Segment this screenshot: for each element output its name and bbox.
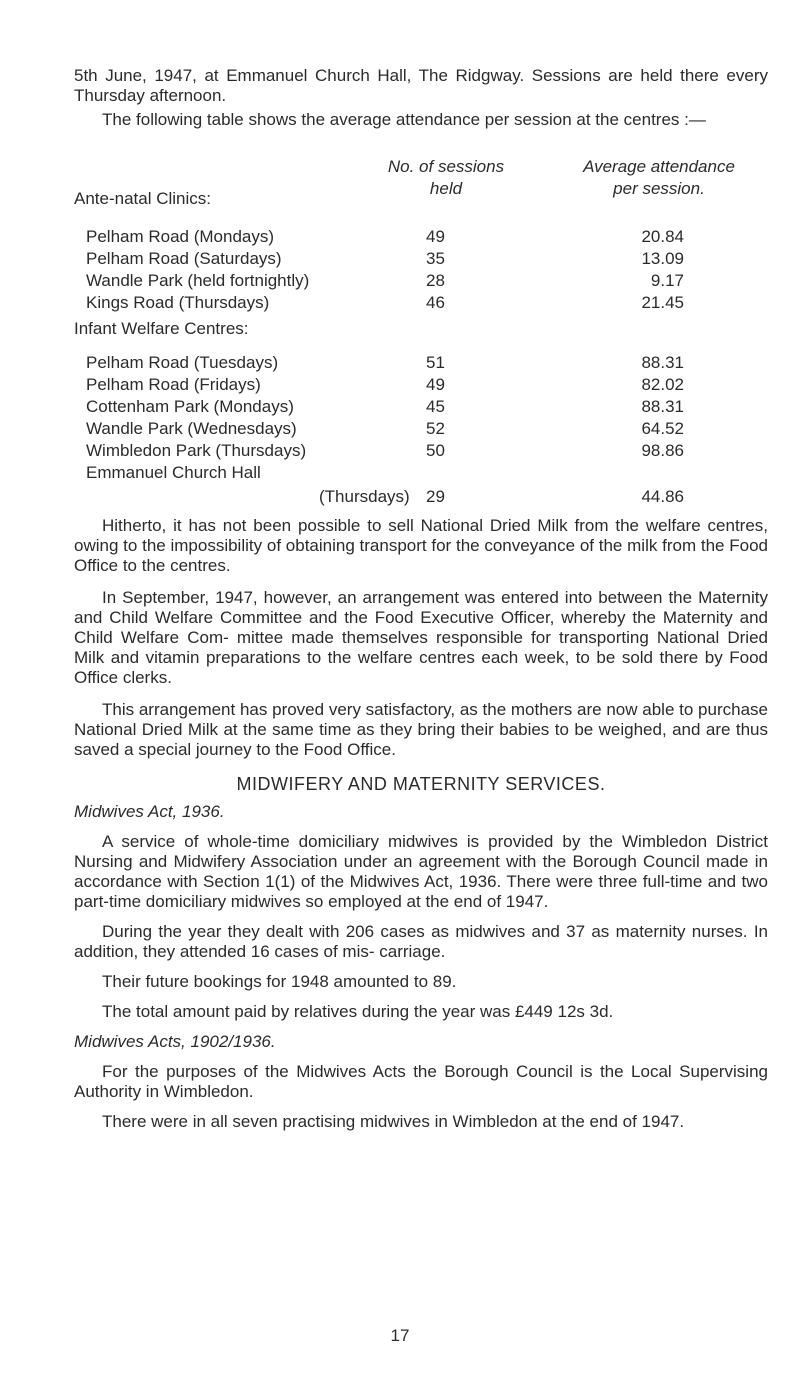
- paragraph: In September, 1947, however, an arrangement was entered into between the Maternity and Child Welfare Committee and the Food Executive Officer, whereby the Maternity and Child Welfare Com- mittee made themselves responsible for transporting National Dried Milk and vitamin preparations to the welfare centres each week, to be sold there by Food Office clerks.: [74, 588, 768, 687]
- paragraph: During the year they dealt with 206 cases as midwives and 37 as maternity nurses. In addition, they attended 16 cases of mis- carriage.: [74, 922, 768, 961]
- paragraph: This arrangement has proved very satisfactory, as the mothers are now able to purchase National Dried Milk at the same time as they bring their babies to be weighed, and are thus saved a special journey to the Food Office.: [74, 700, 768, 759]
- paragraph: There were in all seven practising midwives in Wimbledon at the end of 1947.: [102, 1112, 685, 1131]
- intro-text: 5th June, 1947, at Emmanuel Church Hall, The Ridgway. Sessions are held there every Thursday afternoon.: [74, 66, 768, 105]
- paragraph: The total amount paid by relatives during the year was £449 12s 3d.: [102, 1002, 614, 1021]
- table-row: Pelham Road (Fridays) 49 82.02: [86, 375, 684, 394]
- paragraph: A service of whole-time domiciliary midwives is provided by the Wimbledon District Nursing and Midwifery Association under an agreement with the Borough Council made in accordance with Section 1(1) of the Midwives Act, 1936. There were three full-time and two part-time domiciliary midwives so employed at the end of 1947.: [74, 832, 768, 911]
- antenatal-section-label: Ante-natal Clinics:: [74, 189, 212, 208]
- table-row: Emmanuel Church Hall: [86, 463, 261, 482]
- section-heading: MIDWIFERY AND MATERNITY SERVICES.: [236, 774, 606, 794]
- page-number: 17: [390, 1326, 410, 1345]
- paragraph: Their future bookings for 1948 amounted to 89.: [102, 972, 457, 991]
- subheading: Midwives Act, 1936.: [74, 802, 225, 821]
- table-row: Pelham Road (Mondays) 49 20.84: [86, 227, 684, 246]
- table-intro-text: The following table shows the average attendance per session at the centres :—: [102, 110, 706, 129]
- paragraph: Hitherto, it has not been possible to sell National Dried Milk from the welfare centres, owing to the impossibility of obtaining transport for the conveyance of the milk from the Food Office to the centres.: [74, 516, 768, 575]
- table-row: Wandle Park (held fortnightly) 28 9.17: [86, 271, 684, 290]
- table-row: Wimbledon Park (Thursdays) 50 98.86: [86, 441, 684, 460]
- table-row: Wandle Park (Wednesdays) 52 64.52: [86, 419, 684, 438]
- infant-section-label: Infant Welfare Centres:: [74, 319, 249, 338]
- table-row: Pelham Road (Saturdays) 35 13.09: [86, 249, 684, 268]
- body-text: [74, 516, 768, 1132]
- subheading: Midwives Acts, 1902/1936.: [74, 1032, 276, 1051]
- table-row: (Thursdays) 29 44.86: [319, 487, 684, 506]
- paragraph: For the purposes of the Midwives Acts the Borough Council is the Local Supervising Authority in Wimbledon.: [74, 1062, 768, 1101]
- table-row: Kings Road (Thursdays) 46 21.45: [86, 293, 684, 312]
- average-header: Average attendance per session.: [583, 157, 735, 198]
- intro-block: [74, 66, 768, 130]
- table-row: Cottenham Park (Mondays) 45 88.31: [86, 397, 684, 416]
- sessions-header: No. of sessions held: [387, 157, 505, 198]
- table-row: Pelham Road (Tuesdays) 51 88.31: [86, 353, 684, 372]
- attendance-table: [74, 156, 768, 506]
